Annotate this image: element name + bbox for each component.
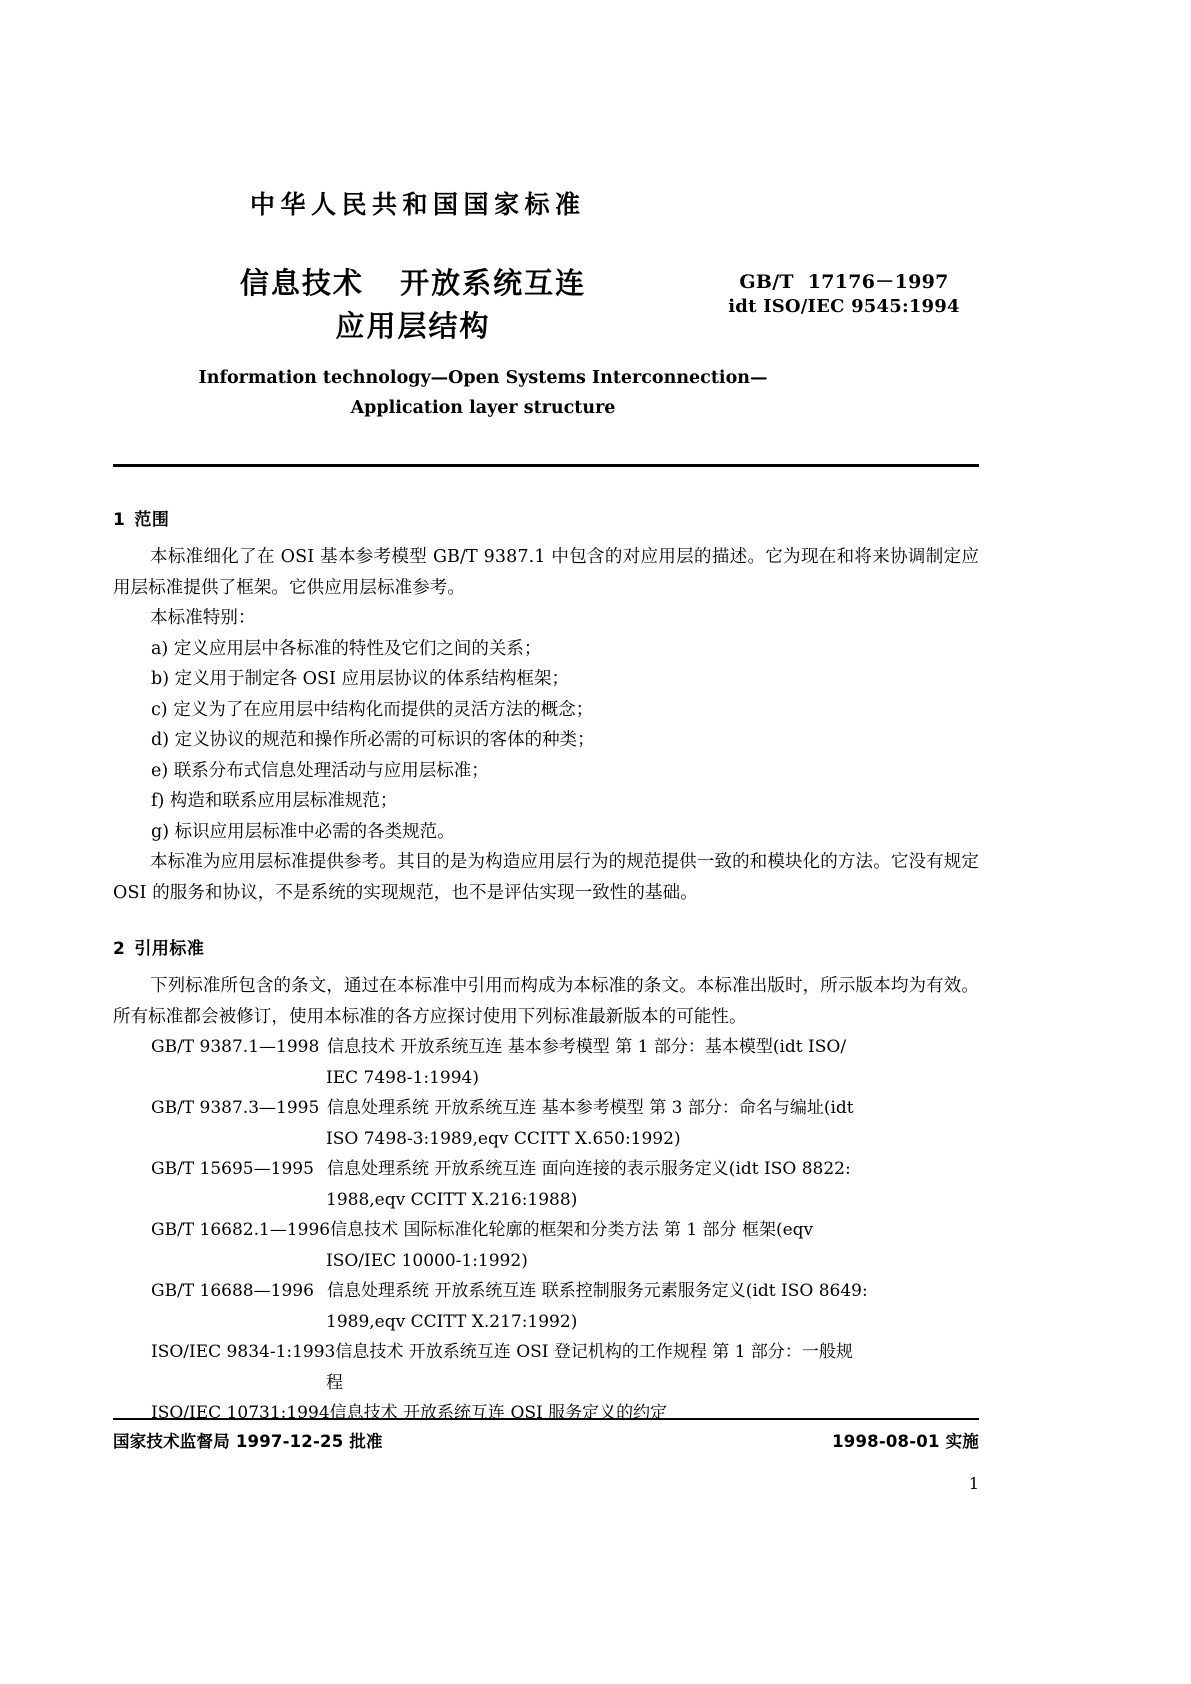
list-item: c) 定义为了在应用层中结构化而提供的灵活方法的概念； xyxy=(151,699,594,720)
reference-first-line xyxy=(113,1154,979,1185)
standard-number: GB/T 17176－1997 xyxy=(739,271,949,293)
section-1-number: 1 xyxy=(113,510,126,530)
reference-continuation-line: ISO 7498-3:1989,eqv CCITT X.650:1992) xyxy=(326,1128,681,1149)
reference-id: GB/T 15695—1995 xyxy=(151,1159,314,1179)
page-content xyxy=(113,0,979,1684)
section-2-paragraph-1: 下列标准所包含的条文，通过在本标准中引用而构成为本标准的条文。本标准出版时，所示版本均为有效。所有标准都会被修订，使用本标准的各方应探讨使用下列标准最新版本的可能性。 xyxy=(113,976,979,1027)
reference-continuation-line: 1989,eqv CCITT X.217:1992) xyxy=(326,1311,578,1332)
reference-text: 信息处理系统 开放系统互连 基本参考模型 第 3 部分：命名与编址(idt xyxy=(327,1098,854,1118)
section-1-heading xyxy=(113,505,979,530)
footer-meta-row xyxy=(113,1428,979,1452)
section-spacer xyxy=(113,908,979,934)
chinese-title-line-2: 应用层结构 xyxy=(335,309,491,343)
reference-entry xyxy=(113,1154,979,1215)
referenced-standards-list xyxy=(113,1032,979,1429)
reference-first-line xyxy=(113,1215,979,1246)
reference-id: GB/T 9387.1—1998 xyxy=(151,1037,320,1057)
reference-continuation-line: 1988,eqv CCITT X.216:1988) xyxy=(326,1189,578,1210)
chinese-title-line-1: 信息技术 开放系统互连 xyxy=(239,266,587,300)
standard-number-block xyxy=(709,270,979,319)
reference-text: 信息技术 国际标准化轮廓的框架和分类方法 第 1 部分 框架(eqv xyxy=(330,1220,814,1240)
reference-id: GB/T 16688—1996 xyxy=(151,1281,314,1301)
national-standard-banner: 中华人民共和国国家标准 xyxy=(250,190,586,219)
section-2-title: 引用标准 xyxy=(134,939,205,959)
section-1-paragraph-3: 本标准为应用层标准提供参考。其目的是为构造应用层行为的规范提供一致的和模块化的方法。它没有规定 OSI 的服务和协议，不是系统的实现规范，也不是评估实现一致性的基础。 xyxy=(113,852,979,903)
reference-id: ISO/IEC 9834-1:1993 xyxy=(151,1342,336,1362)
reference-text: 信息处理系统 开放系统互连 联系控制服务元素服务定义(idt ISO 8649: xyxy=(327,1281,868,1301)
english-title-line-1: Information technology—Open Systems Interconnection— xyxy=(198,368,768,388)
english-title-block xyxy=(113,363,853,423)
footer-divider-rule xyxy=(113,1418,979,1420)
standard-equivalence: idt ISO/IEC 9545:1994 xyxy=(728,296,960,317)
chinese-title-block xyxy=(113,262,713,348)
reference-first-line xyxy=(113,1093,979,1124)
reference-text: 信息技术 开放系统互连 基本参考模型 第 1 部分：基本模型(idt ISO/ xyxy=(327,1037,847,1057)
reference-text: 信息处理系统 开放系统互连 面向连接的表示服务定义(idt ISO 8822: xyxy=(327,1159,851,1179)
reference-continuation-line: ISO/IEC 10000-1:1992) xyxy=(326,1250,528,1271)
section-2-number: 2 xyxy=(113,939,126,959)
document-body xyxy=(113,505,979,1429)
reference-id: GB/T 16682.1—1996 xyxy=(151,1220,331,1240)
section-2-heading xyxy=(113,934,979,959)
reference-id: ISO/IEC 10731:1994 xyxy=(151,1403,330,1423)
header-divider-rule xyxy=(113,464,979,467)
reference-entry xyxy=(113,1337,979,1398)
reference-first-line xyxy=(113,1276,979,1307)
reference-entry xyxy=(113,1032,979,1093)
section-1-item-list xyxy=(113,634,979,848)
reference-text: 信息技术 开放系统互连 OSI 登记机构的工作规程 第 1 部分：一般规 xyxy=(335,1342,853,1362)
list-item: e) 联系分布式信息处理活动与应用层标准； xyxy=(151,760,489,781)
reference-entry xyxy=(113,1093,979,1154)
english-title-line-2: Application layer structure xyxy=(350,398,616,418)
reference-id: GB/T 9387.3—1995 xyxy=(151,1098,320,1118)
list-item: d) 定义协议的规范和操作所必需的可标识的客体的种类； xyxy=(151,730,595,750)
section-1-paragraph-1: 本标准细化了在 OSI 基本参考模型 GB/T 9387.1 中包含的对应用层的描述。它为现在和将来协调制定应用层标准提供了框架。它供应用层标准参考。 xyxy=(113,547,979,598)
section-1-paragraph-2: 本标准特别： xyxy=(150,608,256,628)
list-item: f) 构造和联系应用层标准规范； xyxy=(151,791,398,811)
reference-continuation-line: 程 xyxy=(326,1372,343,1393)
reference-entry xyxy=(113,1215,979,1276)
list-item: b) 定义用于制定各 OSI 应用层协议的体系结构框架； xyxy=(151,669,569,689)
reference-first-line xyxy=(113,1337,979,1368)
implementation-text: 1998-08-01 实施 xyxy=(832,1432,979,1451)
page-footer xyxy=(113,1418,979,1493)
page-number: 1 xyxy=(968,1474,979,1493)
reference-first-line xyxy=(113,1032,979,1063)
reference-entry xyxy=(113,1276,979,1337)
section-1-title: 范围 xyxy=(134,510,170,530)
reference-text: 信息技术 开放系统互连 OSI 服务定义的约定 xyxy=(329,1403,668,1423)
approval-text: 国家技术监督局 1997-12-25 批准 xyxy=(113,1432,383,1451)
reference-continuation-line: IEC 7498-1:1994) xyxy=(326,1067,479,1088)
list-item: a) 定义应用层中各标准的特性及它们之间的关系； xyxy=(151,638,542,659)
list-item: g) 标识应用层标准中必需的各类规范。 xyxy=(151,821,455,842)
